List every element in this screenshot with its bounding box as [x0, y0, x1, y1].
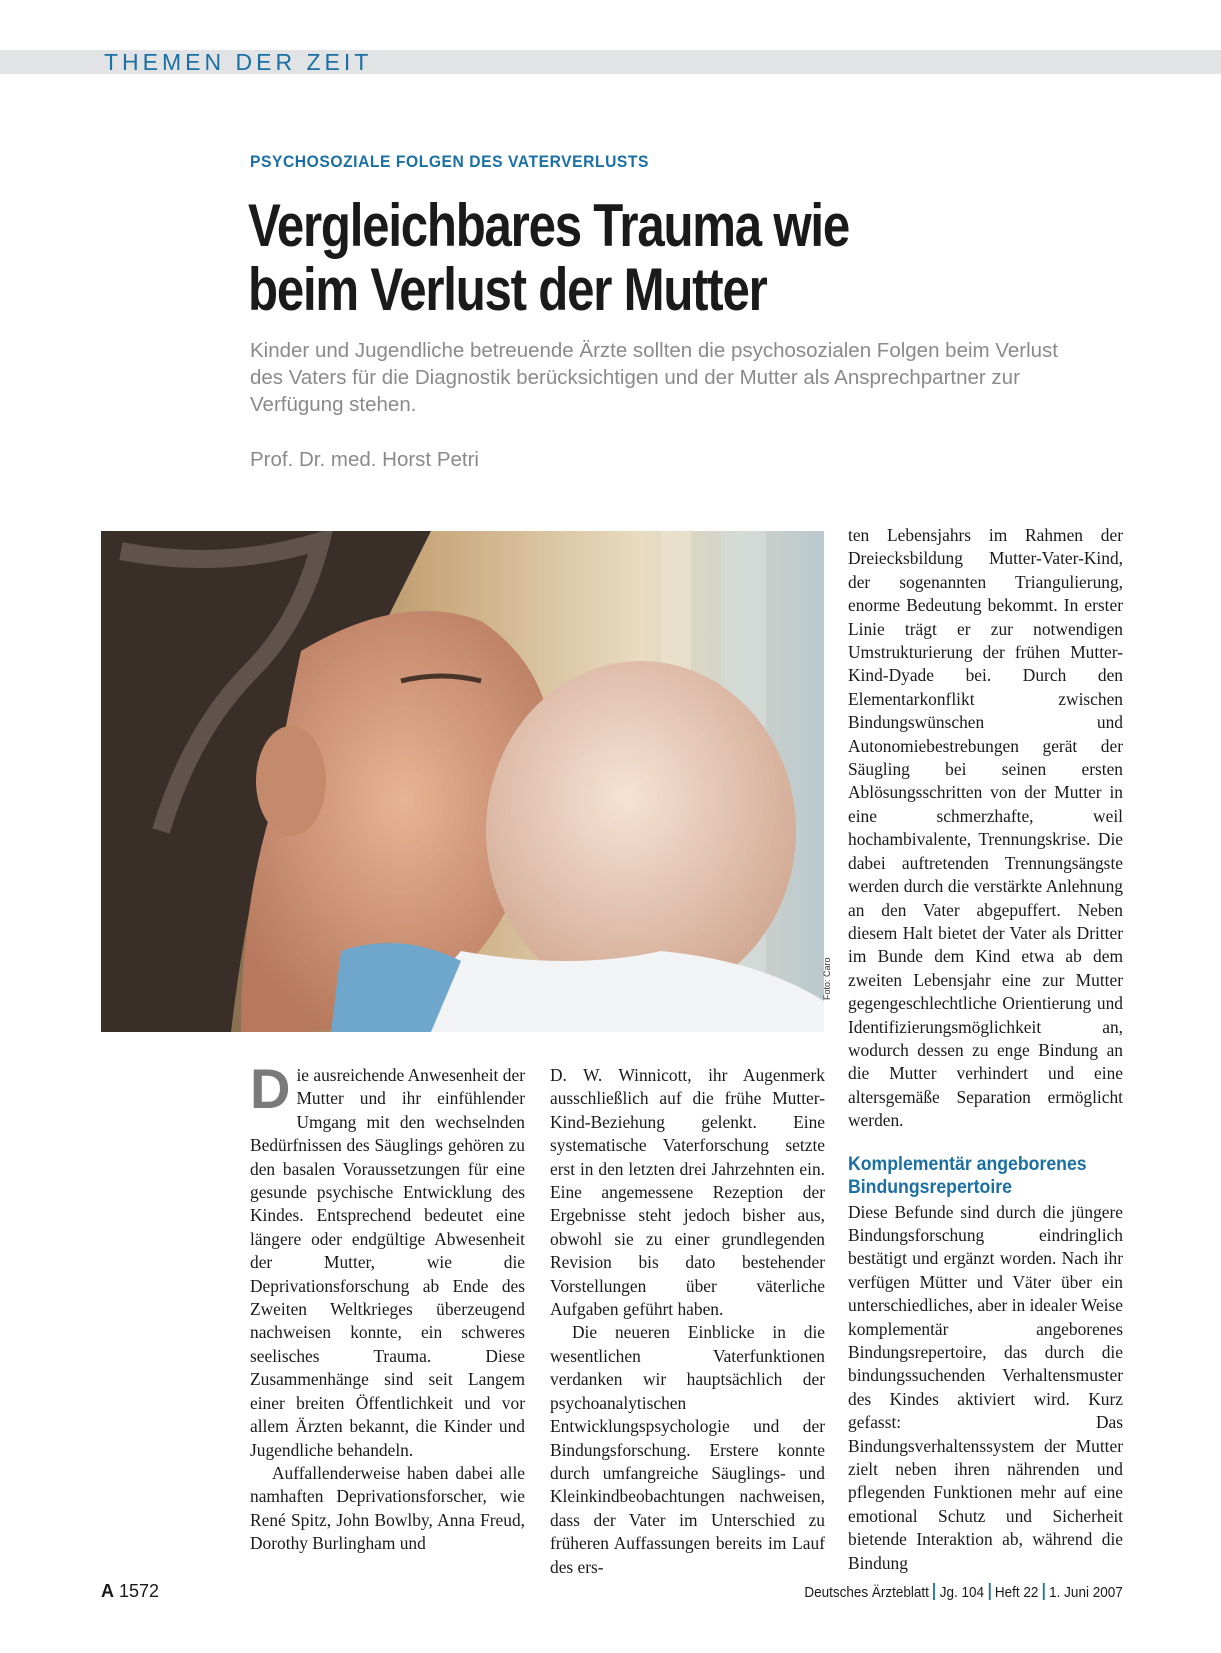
page-prefix: A	[101, 1581, 114, 1601]
journal-volume: Jg. 104	[940, 1584, 985, 1601]
footer-divider	[1043, 1583, 1045, 1600]
journal-date: 1. Juni 2007	[1049, 1584, 1123, 1601]
footer-divider	[934, 1583, 936, 1600]
body-paragraph-2	[250, 1462, 525, 1556]
article-headline	[248, 194, 986, 322]
photo-credit: Foto: Caro	[822, 957, 832, 1000]
article-author: Prof. Dr. med. Horst Petri	[250, 448, 479, 471]
page-number-value: 1572	[119, 1581, 160, 1601]
body-paragraph-4: Diese Befunde sind durch die jüngere Bindungsforschung eindringlich bestätigt und ergänzt worden. Nach ihr verfügen Mütter und Väter über ein unterschiedliches, aber in idealer Weise komplementär angeborenes Bindungsrepertoire, das durch die bindungssuchenden Verhaltensmuster des Kindes aktiviert wird. Kurz gefasst: Das Bindungsverhaltenssystem der Mutter zielt neben ihren nährenden und pflegenden Funktionen mehr auf eine emotional Schutz und Sicherheit bietende Interaktion ab, während die Bindung	[848, 1201, 1123, 1573]
paragraph-2-text: Auffallenderweise haben dabei alle namhaften Deprivationsforscher, wie René Spitz, John Bowlby, Anna Freud, Dorothy Burlingham und	[250, 1462, 525, 1554]
footer-divider	[989, 1583, 991, 1600]
photo-illustration	[101, 531, 824, 1032]
body-paragraph-1	[250, 1057, 525, 1462]
section-subhead: Komplementär angeborenes Bindungsrepertoire	[848, 1153, 1087, 1198]
section-label: THEMEN DER ZEIT	[104, 49, 373, 75]
journal-name: Deutsches Ärzteblatt	[804, 1584, 930, 1601]
page-number	[101, 1581, 159, 1602]
body-column-1	[250, 1057, 525, 1556]
article-lead: Kinder und Jugendliche betreuende Ärzte sollten die psychosozialen Folgen beim Verlust des Vaters für die Diagnostik berücksichtigen und der Mutter als Ansprechpartner zur Verfügung stehen.	[250, 339, 1058, 416]
article-kicker: PSYCHOSOZIALE FOLGEN DES VATERVERLUSTS	[250, 152, 649, 171]
article-photo	[101, 531, 824, 1032]
body-column-2	[550, 1064, 825, 1579]
journal-info	[805, 1583, 1123, 1601]
paragraph-1-text: ie ausreichende Anwesenheit der Mutter und ihr einfühlender Umgang mit den wechselnden Bedürfnissen des Säuglings gehören zu den basalen Voraussetzungen für eine gesunde psychische Entwicklung des Kindes. Entsprechend bedeutet eine längere oder endgültige Abwesenheit der Mutter, wie die Deprivationsforschung ab Ende des Zweiten Weltkrieges überzeugend nachweisen konnte, ein schweres seelisches Trauma. Diese Zusammenhänge sind seit Langem einer breiten Öffentlichkeit und vor allem Ärzten bekannt, die Kinder und Jugendliche behandeln.	[250, 1065, 525, 1460]
body-paragraph-3: Die neueren Einblicke in die wesentlichen Vaterfunktionen verdanken wir hauptsächlich der psychoanalytischen Entwicklungspsychologie und der Bindungsforschung. Erstere konnte durch umfangreiche Säuglings- und Kleinkindbeobachtungen nachweisen, dass der Vater im Unterschied zu früheren Auffassungen bereits im Lauf des ers-	[550, 1322, 825, 1577]
body-paragraph-3-cont: ten Lebensjahrs im Rahmen der Dreiecksbildung Mutter-Vater-Kind, der sogenannten Triangulierung, enorme Bedeutung bekommt. In erster Linie trägt er zur notwendigen Umstrukturierung der frühen Mutter-Kind-Dyade bei. Durch den Elementarkonflikt zwischen Bindungswünschen und Autonomiebestrebungen gerät der Säugling bei seinen ersten Ablösungsschritten von der Mutter in eine schmerzhafte, weil hochambivalente, Trennungskrise. Die dabei auftretenden Trennungsängste werden durch die verstärkte Anlehnung an den Vater abgepuffert. Neben diesem Halt bietet der Vater als Dritter im Bunde dem Kind etwa ab dem zweiten Lebensjahr eine zur Mutter gegengeschlechtliche Orientierung und Identifizierungsmöglichkeit an, wodurch dessen zu enge Bindung an die Mutter verhindert und eine altersgemäße Separation ermöglicht werden.	[848, 525, 1123, 1131]
headline-line-1: Vergleichbares Trauma wie	[248, 192, 849, 259]
body-column-3	[848, 524, 1123, 1575]
headline-line-2: beim Verlust der Mutter	[248, 256, 767, 323]
journal-issue: Heft 22	[995, 1584, 1039, 1601]
body-paragraph-2-cont: D. W. Winnicott, ihr Augenmerk ausschließlich auf die frühe Mutter-Kind-Beziehung gelenkt. Eine systematische Vaterforschung setzte erst in den letzten drei Jahrzehnten ein. Eine angemessene Rezeption der Ergebnisse steht jedoch bisher aus, obwohl sie zu einer grundlegenden Revision bis dato bestehender Vorstellungen über väterliche Aufgaben geführt haben.	[550, 1065, 825, 1320]
drop-cap: D	[250, 1057, 291, 1120]
